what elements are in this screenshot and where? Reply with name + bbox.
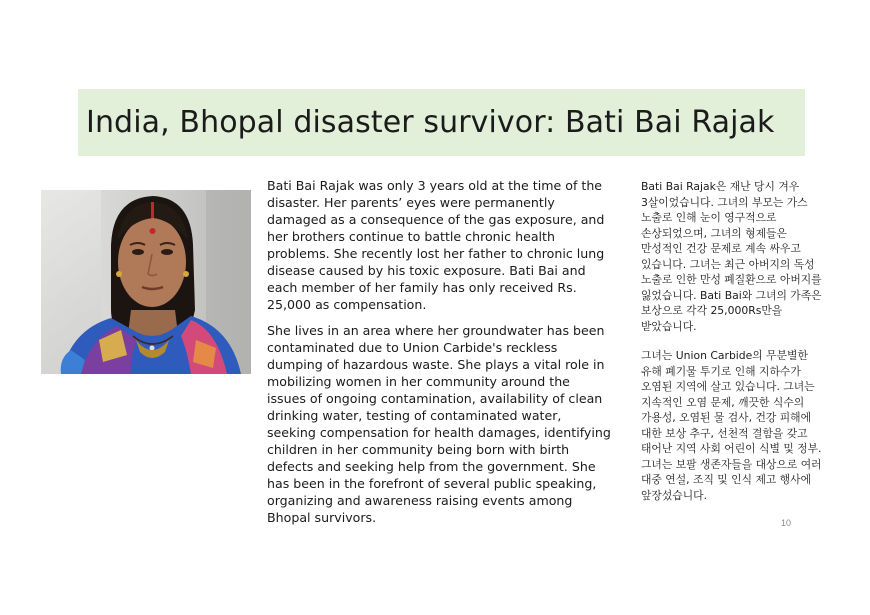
english-text-column xyxy=(267,177,612,535)
english-paragraph-2: She lives in an area where her groundwater has been contaminated due to Union Carbide's reckless dumping of hazardous waste. She plays a vital role in mobilizing women in her community around the issues of ongoing contamination, availability of clean drinking water, testing of contaminated water, seeking compensation for health damages, identifying children in her community being born with birth defects and seeking help from the government. She has been in the forefront of several public speaking, organizing and awareness raising events among Bhopal survivors. xyxy=(267,323,611,525)
page-number: 10 xyxy=(781,518,792,528)
portrait-photo xyxy=(41,190,251,374)
title-banner xyxy=(78,89,805,156)
portrait-illustration xyxy=(41,190,251,374)
korean-paragraph-2: 그녀는 Union Carbide의 무분별한 유해 폐기물 투기로 인해 지하수가 오염된 지역에 살고 있습니다. 그녀는 지속적인 오염 문제, 깨끗한 식수의 가용성, 오염된 물 검사, 건강 피해에 대한 보상 추구, 선천적 결함을 갖고 태어난 지역 사회 어린이 식별 및 정부. 그녀는 보팔 생존자들을 대상으로 여러 대중 연설, 조직 및 인식 제고 행사에 앞장섰습니다. xyxy=(641,349,822,502)
korean-paragraph-1: Bati Bai Rajak은 재난 당시 겨우 3살이었습니다. 그녀의 부모는 가스 노출로 인해 눈이 영구적으로 손상되었으며, 그녀의 형제들은 만성적인 건강 문제로 계속 싸우고 있습니다. 그녀는 최근 아버지의 독성 노출로 인한 만성 폐질환으로 아버지를 잃었습니다. Bati Bai와 그녀의 가족은 보상으로 각각 25,000Rs만을 받았습니다. xyxy=(641,180,822,333)
english-paragraph-1: Bati Bai Rajak was only 3 years old at the time of the disaster. Her parents’ eyes were permanently damaged as a consequence of the gas exposure, and her brothers continue to battle chronic health problems. She recently lost her father to chronic lung disease caused by his toxic exposure. Bati Bai and each member of her family has only received Rs. 25,000 as compensation. xyxy=(267,178,605,312)
slide-title: India, Bhopal disaster survivor: Bati Bai Rajak xyxy=(86,105,775,140)
korean-text-column xyxy=(641,179,831,517)
